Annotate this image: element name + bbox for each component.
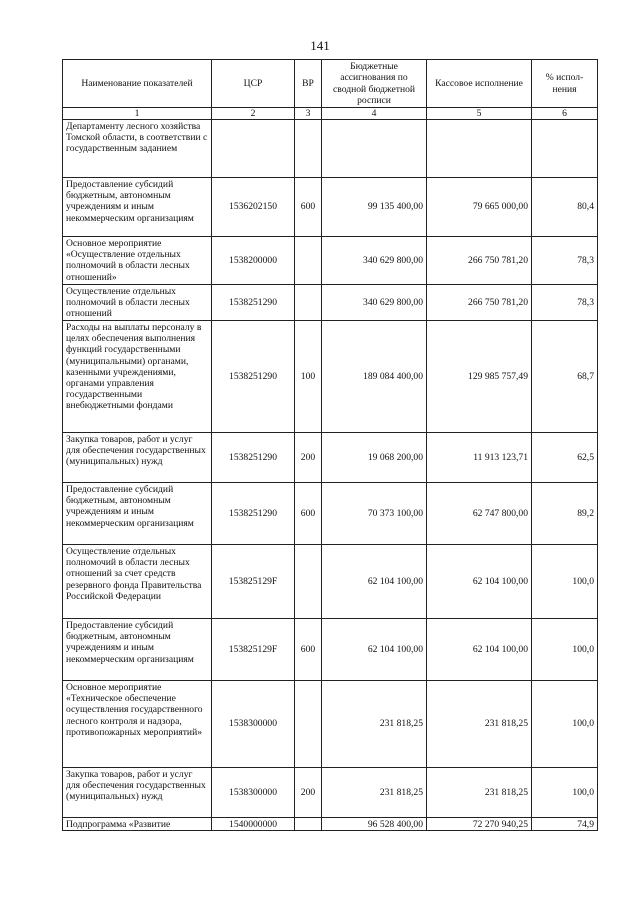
row-vr [295,285,322,321]
row-percent: 80,4 [532,178,598,237]
row-csr: 1538251290 [212,433,295,483]
row-cash [427,120,532,178]
row-vr [295,681,322,768]
row-budget: 62 104 100,00 [322,545,427,619]
row-percent: 62,5 [532,433,598,483]
column-number: 3 [295,108,322,120]
row-csr: 1538200000 [212,237,295,285]
row-cash: 266 750 781,20 [427,237,532,285]
column-number: 4 [322,108,427,120]
row-vr: 200 [295,768,322,818]
row-name: Основное мероприятие «Техническое обеспечение осуществления государственного лесного контроля и надзора, противопожарных мероприятий» [63,681,212,768]
header-vr: ВР [295,60,322,108]
row-cash: 231 818,25 [427,768,532,818]
header-percent: % испол-нения [532,60,598,108]
budget-table [62,59,598,831]
header-row [63,60,598,108]
row-csr: 1538251290 [212,321,295,433]
table-row [63,768,598,818]
row-name: Предоставление субсидий бюджетным, автономным учреждениям и иным некоммерческим организациям [63,178,212,237]
row-budget: 19 068 200,00 [322,433,427,483]
table-row [63,178,598,237]
row-cash: 11 913 123,71 [427,433,532,483]
table-row [63,619,598,681]
row-percent: 78,3 [532,285,598,321]
row-name: Подпрограмма «Развитие [63,818,212,831]
column-number: 2 [212,108,295,120]
row-budget: 340 629 800,00 [322,285,427,321]
table-row [63,545,598,619]
row-budget [322,120,427,178]
row-vr [295,545,322,619]
table-row [63,483,598,545]
header-csr: ЦСР [212,60,295,108]
row-cash: 62 104 100,00 [427,619,532,681]
row-percent: 100,0 [532,768,598,818]
row-cash: 62 747 800,00 [427,483,532,545]
row-csr: 1538251290 [212,483,295,545]
row-vr: 600 [295,483,322,545]
row-vr [295,120,322,178]
row-cash: 79 665 000,00 [427,178,532,237]
row-budget: 231 818,25 [322,681,427,768]
row-name: Основное мероприятие «Осуществление отдельных полномочий в области лесных отношений» [63,237,212,285]
row-vr: 600 [295,178,322,237]
header-name: Наименование показателей [63,60,212,108]
table-row [63,433,598,483]
page-number: 141 [310,38,330,53]
row-budget: 189 084 400,00 [322,321,427,433]
row-percent: 89,2 [532,483,598,545]
table-row [63,321,598,433]
row-cash: 62 104 100,00 [427,545,532,619]
table-row [63,237,598,285]
table-row [63,120,598,178]
row-percent: 100,0 [532,545,598,619]
row-name: Закупка товаров, работ и услуг для обеспечения государственных (муниципальных) нужд [63,768,212,818]
column-number-row [63,108,598,120]
row-cash: 231 818,25 [427,681,532,768]
row-name: Департаменту лесного хозяйства Томской области, в соответствии с государственным заданием [63,120,212,178]
row-csr: 1538300000 [212,768,295,818]
row-name: Осуществление отдельных полномочий в области лесных отношений за счет средств резервного фонда Правительства Российской Федерации [63,545,212,619]
column-number: 5 [427,108,532,120]
row-vr: 600 [295,619,322,681]
row-percent: 68,7 [532,321,598,433]
row-csr: 1540000000 [212,818,295,831]
row-name: Осуществление отдельных полномочий в области лесных отношений [63,285,212,321]
table-row [63,818,598,831]
row-csr: 1538300000 [212,681,295,768]
row-csr: 1536202150 [212,178,295,237]
row-budget: 340 629 800,00 [322,237,427,285]
row-budget: 231 818,25 [322,768,427,818]
header-budget: Бюджетные ассигнования по сводной бюджетной росписи [322,60,427,108]
row-vr [295,818,322,831]
column-number: 1 [63,108,212,120]
row-budget: 96 528 400,00 [322,818,427,831]
table-row [63,285,598,321]
row-cash: 72 270 940,25 [427,818,532,831]
row-budget: 99 135 400,00 [322,178,427,237]
row-vr: 100 [295,321,322,433]
row-percent [532,120,598,178]
row-vr [295,237,322,285]
column-number: 6 [532,108,598,120]
table-row [63,681,598,768]
row-cash: 129 985 757,49 [427,321,532,433]
row-name: Предоставление субсидий бюджетным, автономным учреждениям и иным некоммерческим организациям [63,483,212,545]
row-percent: 74,9 [532,818,598,831]
row-budget: 62 104 100,00 [322,619,427,681]
row-percent: 100,0 [532,619,598,681]
row-name: Предоставление субсидий бюджетным, автономным учреждениям и иным некоммерческим организациям [63,619,212,681]
row-cash: 266 750 781,20 [427,285,532,321]
row-budget: 70 373 100,00 [322,483,427,545]
row-csr: 153825129F [212,545,295,619]
row-percent: 78,3 [532,237,598,285]
row-vr: 200 [295,433,322,483]
header-cash: Кассовое исполнение [427,60,532,108]
row-csr [212,120,295,178]
row-name: Расходы на выплаты персоналу в целях обеспечения выполнения функций государственными (муниципальными) органами, казенными учреждениями, органами управления государственными внебюджетными фондами [63,321,212,433]
row-percent: 100,0 [532,681,598,768]
row-name: Закупка товаров, работ и услуг для обеспечения государственных (муниципальных) нужд [63,433,212,483]
row-csr: 153825129F [212,619,295,681]
row-csr: 1538251290 [212,285,295,321]
